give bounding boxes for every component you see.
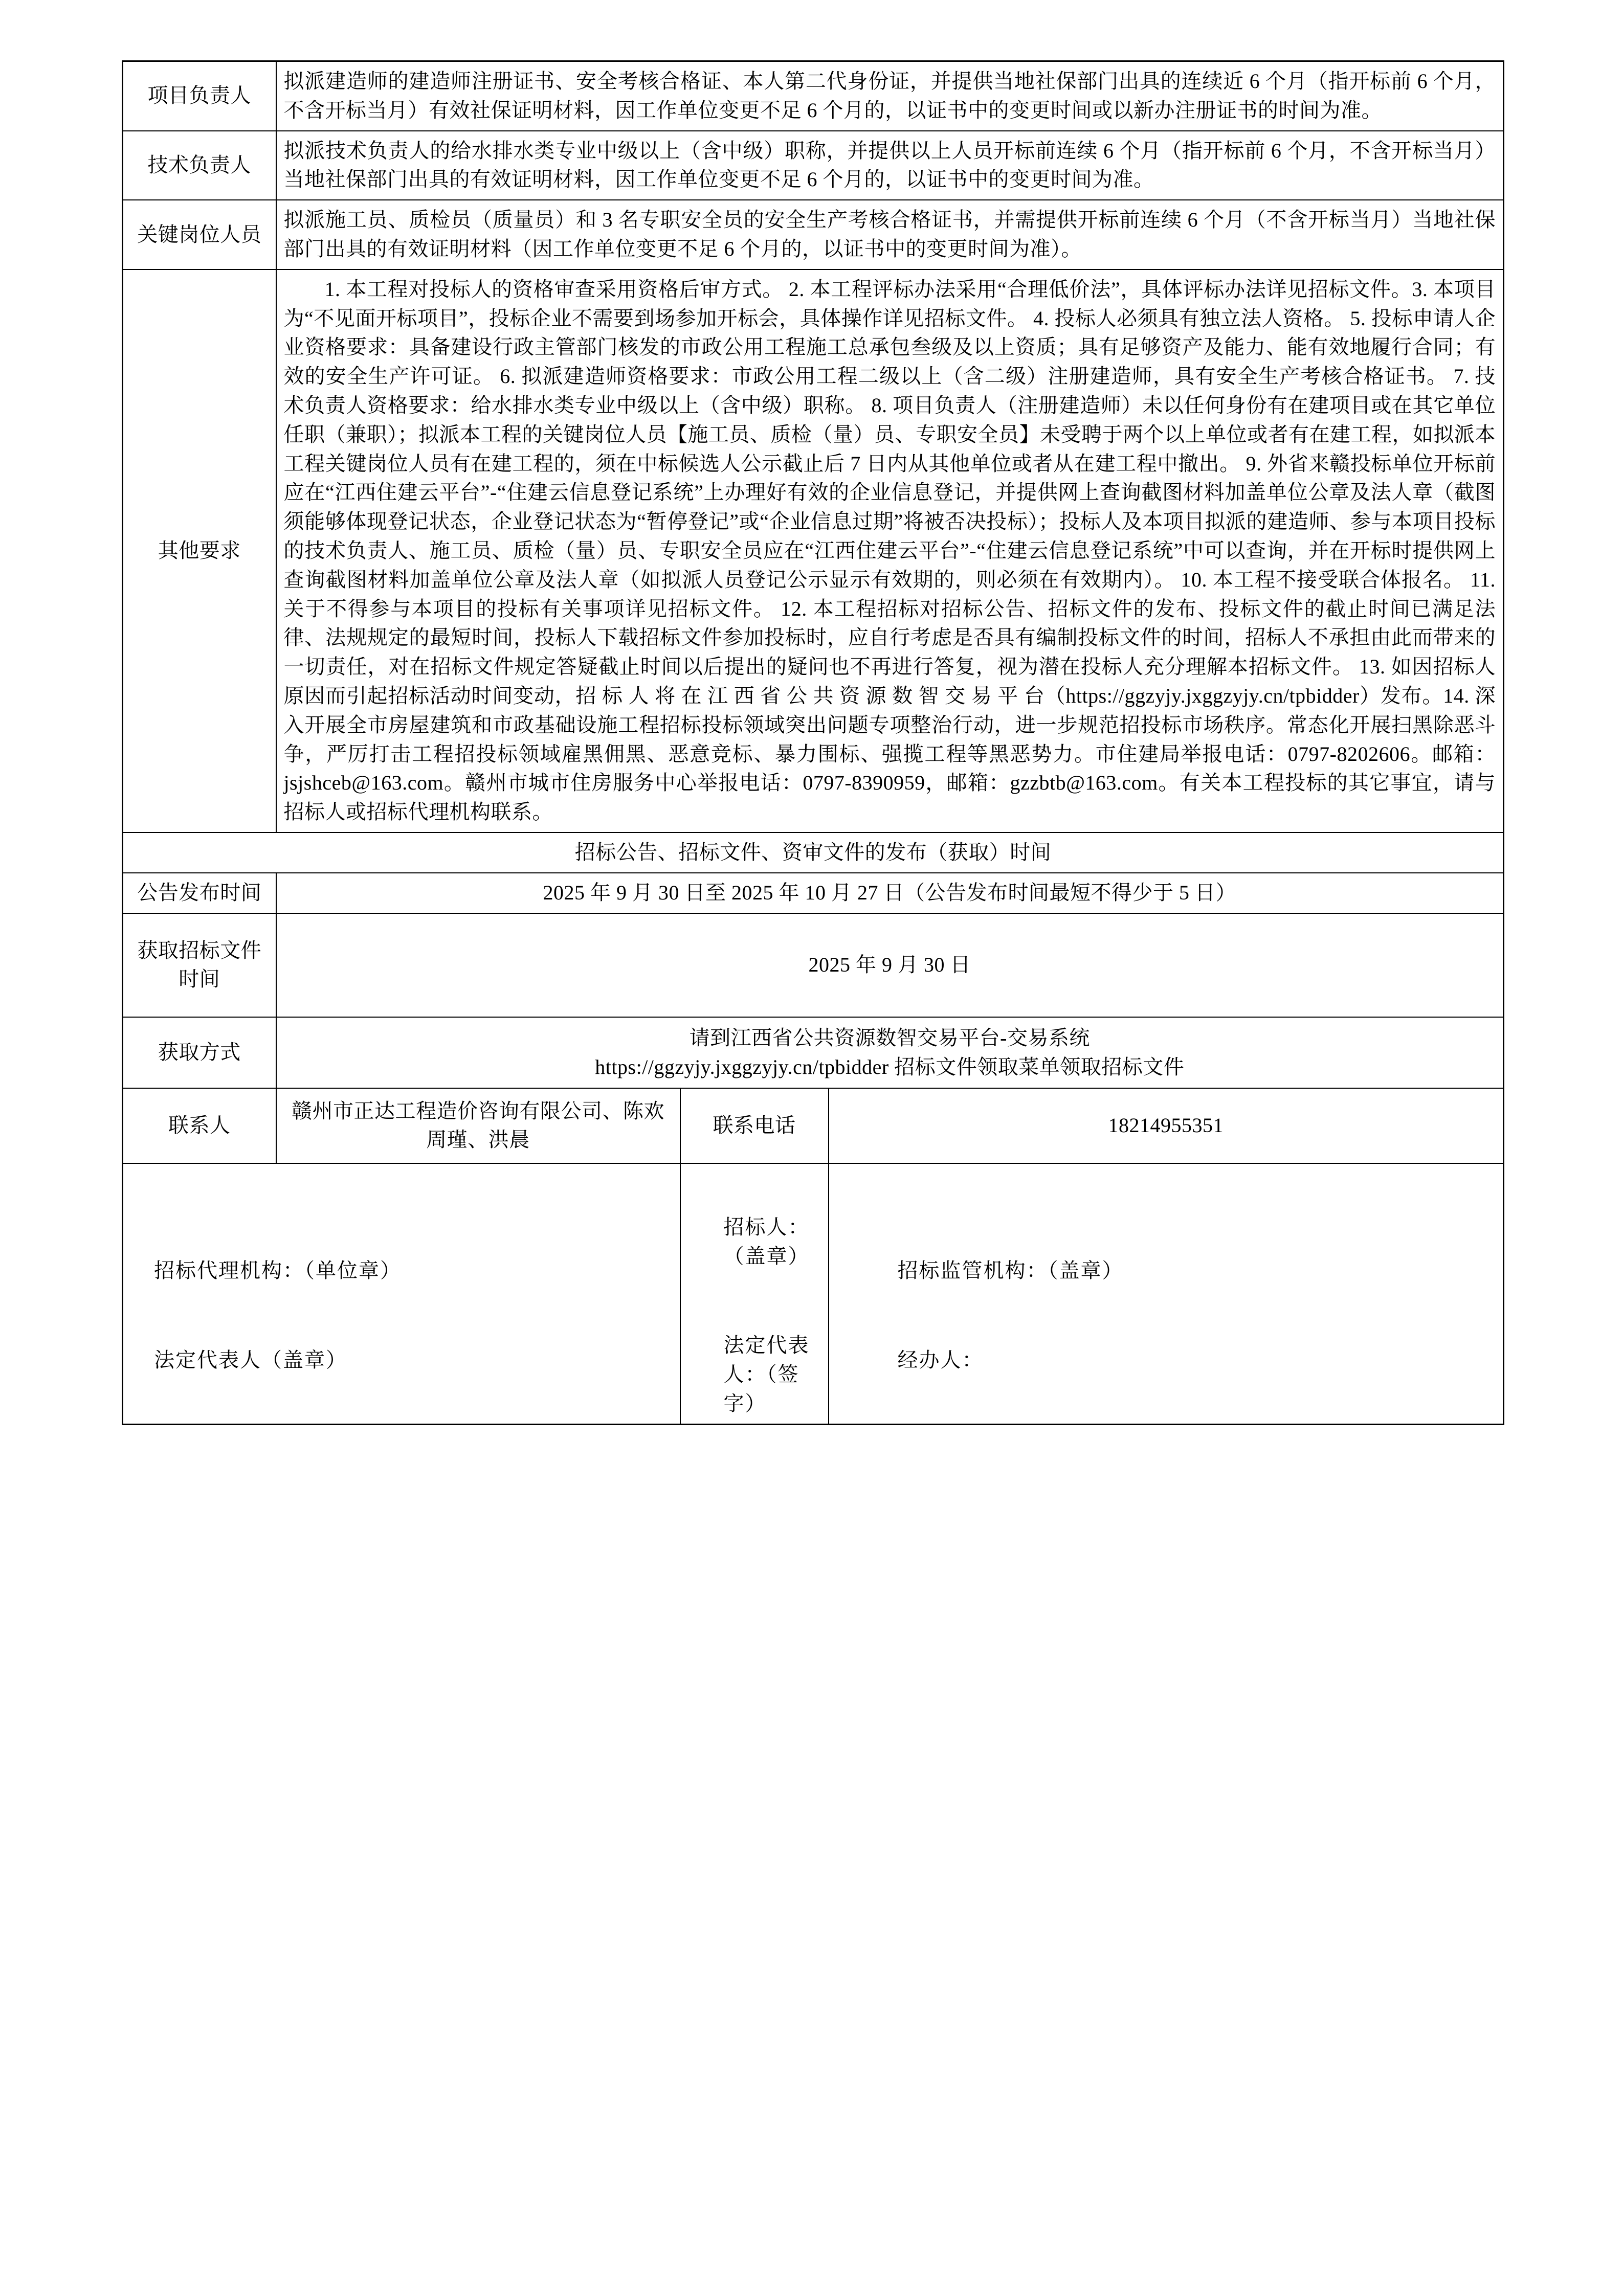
signature-agency-line1: 招标代理机构：（单位章） <box>154 1258 402 1282</box>
table-row-tech-leader <box>123 131 1504 200</box>
contact-phone-value: 18214955351 <box>829 1088 1504 1163</box>
signature-cell-tenderer <box>680 1163 829 1424</box>
row-label-acquire-time: 获取招标文件时间 <box>123 913 276 1018</box>
row-value-key-staff: 拟派施工员、质检员（质量员）和 3 名专职安全员的安全生产考核合格证书，并需提供开标前连续 6 个月（不含开标当月）当地社保部门出具的有效证明材料（因工作单位变更不足 6 个月的，以证书中的变更时间为准）。 <box>276 200 1504 269</box>
row-label-contact-phone: 联系电话 <box>680 1088 829 1163</box>
row-value-other-requirements: 1. 本工程对投标人的资格审查采用资格后审方式。 2. 本工程评标办法采用“合理低价法”，具体评标办法详见招标文件。3. 本项目为“不见面开标项目”，投标企业不需要到场参加开标会，具体操作详见招标文件。 4. 投标人必须具有独立法人资格。 5. 投标申请人企业资格要求：具备建设行政主管部门核发的市政公用工程施工总承包叁级及以上资质；具有足够资产及能力、能有效地履行合同；有效的安全生产许可证。 6. 拟派建造师资格要求：市政公用工程二级以上（含二级）注册建造师，具有安全生产考核合格证书。 7. 技术负责人资格要求：给水排水类专业中级以上（含中级）职称。 8. 项目负责人（注册建造师）未以任何身份有在建项目或在其它单位任职（兼职）；拟派本工程的关键岗位人员【施工员、质检（量）员、专职安全员】未受聘于两个以上单位或者有在建工程，如拟派本工程关键岗位人员有在建工程的，须在中标候选人公示截止后 7 日内从其他单位或者从在建工程中撤出。 9. 外省来赣投标单位开标前应在“江西住建云平台”-“住建云信息登记系统”上办理好有效的企业信息登记，并提供网上查询截图材料加盖单位公章及法人章（截图须能够体现登记状态，企业登记状态为“暂停登记”或“企业信息过期”将被否决投标）；投标人及本项目拟派的建造师、参与本项目投标的技术负责人、施工员、质检（量）员、专职安全员应在“江西住建云平台”-“住建云信息登记系统”中可以查询，并在开标时提供网上查询截图材料加盖单位公章及法人章（如拟派人员登记公示显示有效期的，则必须在有效期内）。 10. 本工程不接受联合体报名。 11. 关于不得参与本项目的投标有关事项详见招标文件。 12. 本工程招标对招标公告、招标文件的发布、投标文件的截止时间已满足法律、法规规定的最短时间，投标人下载招标文件参加投标时，应自行考虑是否具有编制投标文件的时间，招标人不承担由此而带来的一切责任，对在招标文件规定答疑截止时间以后提出的疑问也不再进行答复，视为潜在投标人充分理解本招标文件。 13. 如因招标人原因而引起招标活动时间变动，招 标 人 将 在 江 西 省 公 共 资 源 数 智 交 易 平 台（https://ggzyjy.jxggzyjy.cn/tpbidder）发布。14. 深入开展全市房屋建筑和市政基础设施工程招标投标领域突出问题专项整治行动，进一步规范招投标市场秩序。常态化开展扫黑除恶斗争，严厉打击工程招投标领域雇黑佣黑、恶意竞标、暴力围标、强揽工程等黑恶势力。市住建局举报电话：0797-8202606。邮箱：jsjshceb@163.com。赣州市城市住房服务中心举报电话：0797-8390959，邮箱：gzzbtb@163.com。有关本工程投标的其它事宜，请与招标人或招标代理机构联系。 <box>276 269 1504 832</box>
tender-notice-table <box>122 60 1504 1425</box>
row-label-project-leader: 项目负责人 <box>123 61 276 131</box>
row-label-contact: 联系人 <box>123 1088 276 1163</box>
signature-supervisor-line1: 招标监管机构：（盖章） <box>897 1258 1124 1282</box>
acquire-method-line2: https://ggzyjy.jxggzyjy.cn/tpbidder 招标文件领取菜单领取招标文件 <box>595 1055 1185 1078</box>
contact-name-value: 赣州市正达工程造价咨询有限公司、陈欢 周瑾、洪晨 <box>276 1088 680 1163</box>
table-row-other-requirements <box>123 269 1504 832</box>
section-header-title: 招标公告、招标文件、资审文件的发布（获取）时间 <box>123 832 1504 873</box>
row-value-project-leader: 拟派建造师的建造师注册证书、安全考核合格证、本人第二代身份证，并提供当地社保部门出具的连续近 6 个月（指开标前 6 个月，不含开标当月）有效社保证明材料，因工作单位变更不足 6 个月的，以证书中的变更时间或以新办注册证书的时间为准。 <box>276 61 1504 131</box>
row-value-announce-time: 2025 年 9 月 30 日至 2025 年 10 月 27 日（公告发布时间最短不得少于 5 日） <box>276 873 1504 913</box>
acquire-method-line1: 请到江西省公共资源数智交易平台-交易系统 <box>689 1026 1090 1049</box>
table-row-signatures <box>123 1163 1504 1424</box>
signature-tenderer-line2: 法定代表人：（签字） <box>723 1334 810 1415</box>
row-label-tech-leader: 技术负责人 <box>123 131 276 200</box>
signature-cell-agency <box>123 1163 680 1424</box>
table-row-announce-time <box>123 873 1504 913</box>
row-label-key-staff: 关键岗位人员 <box>123 200 276 269</box>
row-label-announce-time: 公告发布时间 <box>123 873 276 913</box>
signature-tenderer-line1: 招标人：（盖章） <box>723 1215 810 1268</box>
row-value-acquire-method <box>276 1017 1504 1088</box>
table-row-section-header <box>123 832 1504 873</box>
table-row-acquire-time <box>123 913 1504 1018</box>
row-value-tech-leader: 拟派技术负责人的给水排水类专业中级以上（含中级）职称，并提供以上人员开标前连续 6 个月（指开标前 6 个月，不含开标当月）当地社保部门出具的有效证明材料，因工作单位变更不足 6 个月的，以证书中的变更时间为准。 <box>276 131 1504 200</box>
table-row-key-staff <box>123 200 1504 269</box>
signature-supervisor-line2: 经办人： <box>897 1348 984 1371</box>
table-row-project-leader <box>123 61 1504 131</box>
row-value-acquire-time: 2025 年 9 月 30 日 <box>276 913 1504 1018</box>
row-label-acquire-method: 获取方式 <box>123 1017 276 1088</box>
signature-cell-supervisor <box>829 1163 1504 1424</box>
table-row-contact <box>123 1088 1504 1163</box>
signature-agency-line2: 法定代表人（盖章） <box>154 1348 347 1371</box>
row-label-other-requirements: 其他要求 <box>123 269 276 832</box>
table-row-acquire-method <box>123 1017 1504 1088</box>
